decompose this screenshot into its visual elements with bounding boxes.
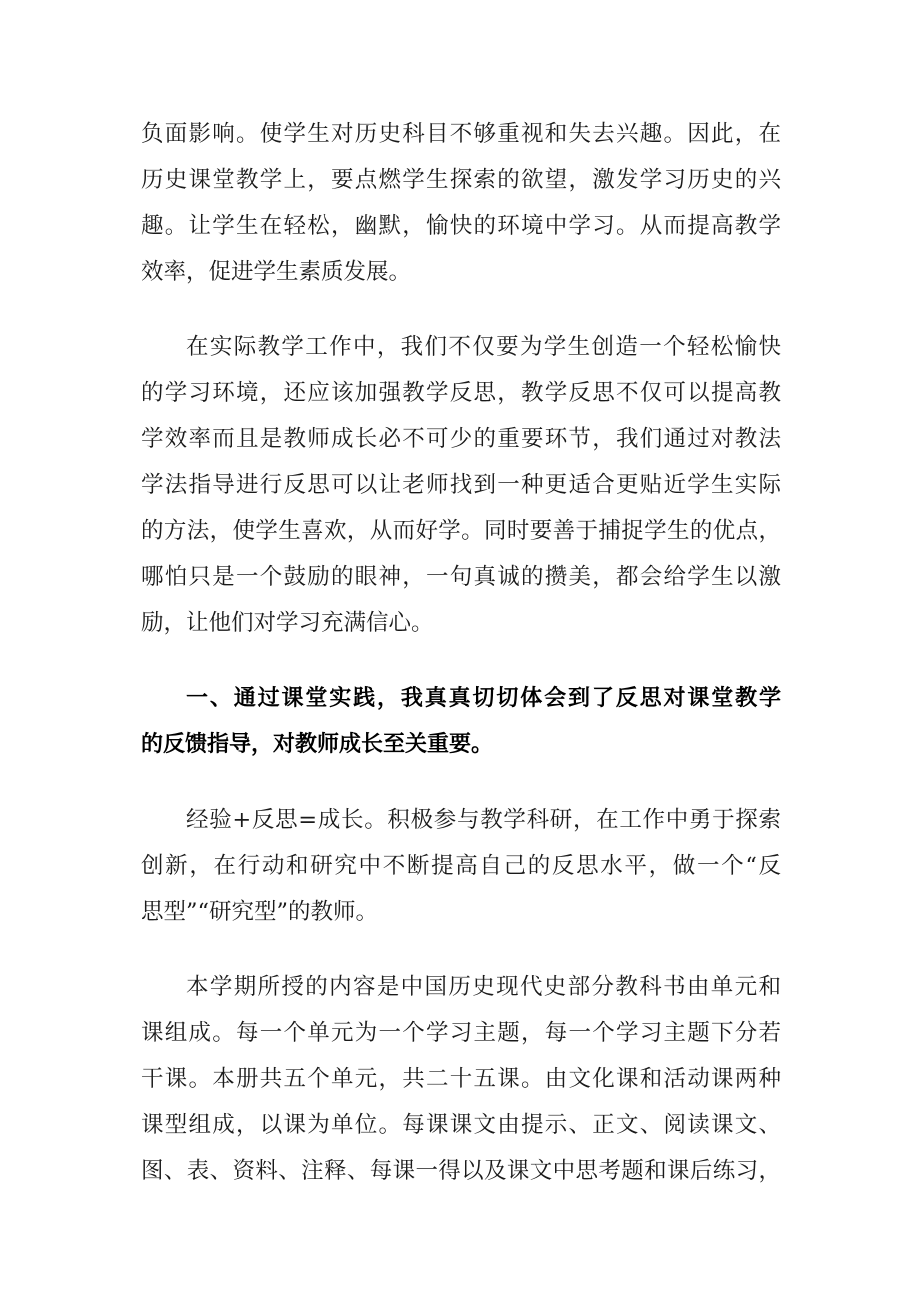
paragraph-line: 本学期所授的内容是中国历史现代史部分教科书由单元和 (186, 974, 781, 1000)
paragraph-line: 创新，在行动和研究中不断提高自己的反思水平，做一个“反 (141, 853, 781, 879)
paragraph-line: 经验+反思=成长。积极参与教学科研，在工作中勇于探索 (186, 807, 781, 833)
paragraph-line: 图、表、资料、注释、每课一得以及课文中思考题和课后练习， (141, 1158, 781, 1184)
paragraph-line: 的学习环境，还应该加强教学反思，教学反思不仅可以提高教 (141, 380, 781, 406)
paragraph-line: 学效率而且是教师成长必不可少的重要环节，我们通过对教法 (141, 426, 781, 452)
section-heading-line: 一、通过课堂实践，我真真切切体会到了反思对课堂教学 (186, 686, 781, 711)
paragraph-line: 课型组成，以课为单位。每课课文由提示、正文、阅读课文、 (141, 1112, 781, 1138)
paragraph-line: 负面影响。使学生对历史科目不够重视和失去兴趣。因此，在 (141, 121, 781, 147)
paragraph-line: 效率，促进学生素质发展。 (141, 259, 412, 285)
paragraph-line: 历史课堂教学上，要点燃学生探索的欲望，激发学习历史的兴 (141, 167, 781, 193)
paragraph-line: 趣。让学生在轻松，幽默，愉快的环境中学习。从而提高教学 (141, 213, 781, 239)
paragraph-line: 学法指导进行反思可以让老师找到一种更适合更贴近学生实际 (141, 472, 781, 498)
paragraph-line: 在实际教学工作中，我们不仅要为学生创造一个轻松愉快 (186, 334, 781, 360)
paragraph-line: 的方法，使学生喜欢，从而好学。同时要善于捕捉学生的优点， (141, 518, 781, 544)
paragraph-line: 励，让他们对学习充满信心。 (141, 610, 434, 636)
paragraph-line: 哪怕只是一个鼓励的眼神，一句真诚的攒美，都会给学生以激 (141, 564, 781, 590)
paragraph-line: 思型”“研究型”的教师。 (141, 899, 379, 925)
paragraph-line: 课组成。每一个单元为一个学习主题，每一个学习主题下分若 (141, 1020, 781, 1046)
section-heading-line: 的反馈指导，对教师成长至关重要。 (141, 732, 494, 757)
paragraph-line: 干课。本册共五个单元，共二十五课。由文化课和活动课两种 (141, 1066, 781, 1092)
